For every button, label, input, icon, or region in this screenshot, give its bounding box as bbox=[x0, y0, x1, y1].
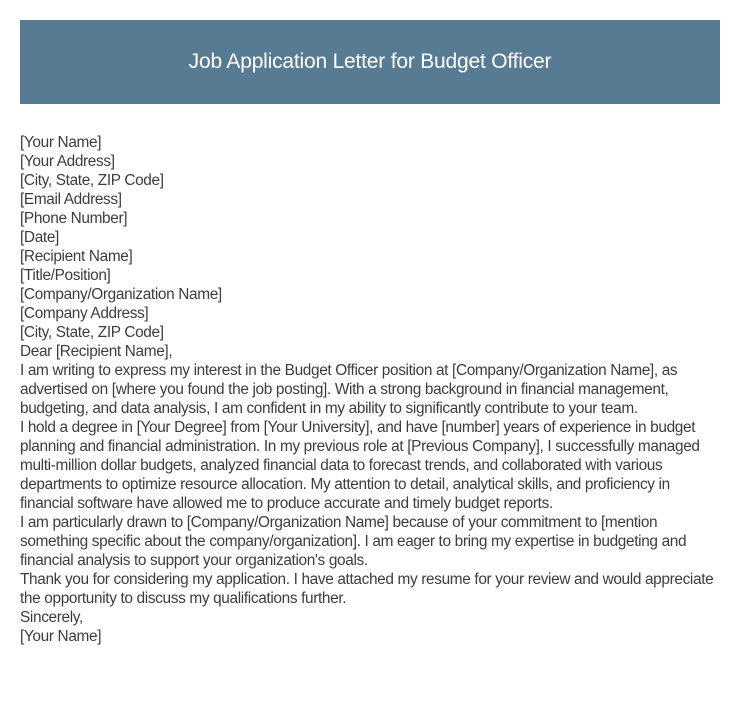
recipient-title: [Title/Position] bbox=[20, 267, 111, 284]
paragraph-motivation: I am particularly drawn to [Company/Organization Name] because of your commitment to [mention something specific about the company/organization]. I am eager to bring my expertise in budgeting and financial analysis to support your organization's goals. bbox=[20, 514, 687, 569]
recipient-name: [Recipient Name] bbox=[20, 248, 133, 265]
recipient-address: [Company Address] bbox=[20, 305, 149, 322]
page-header bbox=[20, 20, 720, 104]
paragraph-experience: I hold a degree in [Your Degree] from [Your University], and have [number] years of experience in budget planning and financial administration. In my previous role at [Previous Company], I successfully managed multi-million dollar budgets, analyzed financial data to forecast trends, and collaborated with various departments to optimize resource allocation. My attention to detail, analytical skills, and proficiency in financial software have allowed me to produce accurate and timely budget reports. bbox=[20, 419, 700, 512]
sender-email: [Email Address] bbox=[20, 191, 122, 208]
paragraph-intro: I am writing to express my interest in the Budget Officer position at [Company/Organization Name], as advertised on [where you found the job posting]. With a strong background in financial management, budgeting, and data analysis, I am confident in my ability to significantly contribute to your team. bbox=[20, 362, 678, 417]
letter-body bbox=[20, 133, 725, 646]
signature: [Your Name] bbox=[20, 628, 102, 645]
page-title: Job Application Letter for Budget Officer bbox=[188, 50, 552, 73]
sender-name: [Your Name] bbox=[20, 134, 102, 151]
recipient-company: [Company/Organization Name] bbox=[20, 286, 222, 303]
letter-date: [Date] bbox=[20, 229, 59, 246]
recipient-block bbox=[20, 247, 725, 342]
paragraph-closing: Thank you for considering my application. I have attached my resume for your review and would appreciate the opportunity to discuss my qualifications further. bbox=[20, 571, 714, 607]
sender-city-state-zip: [City, State, ZIP Code] bbox=[20, 172, 164, 189]
sender-address: [Your Address] bbox=[20, 153, 115, 170]
closing: Sincerely, bbox=[20, 609, 83, 626]
sender-phone: [Phone Number] bbox=[20, 210, 128, 227]
sender-block bbox=[20, 133, 725, 247]
recipient-city-state-zip: [City, State, ZIP Code] bbox=[20, 324, 164, 341]
salutation: Dear [Recipient Name], bbox=[20, 343, 173, 360]
